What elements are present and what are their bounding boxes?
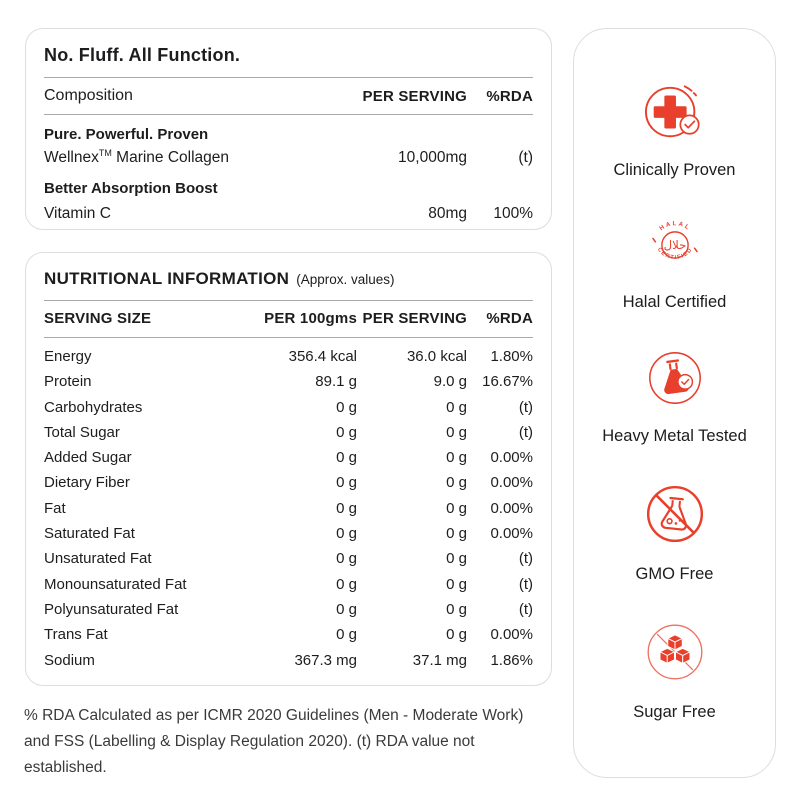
per-serving-value: 9.0 g	[433, 373, 467, 391]
table-row	[44, 496, 533, 521]
table-row	[44, 344, 533, 369]
no-gmo-flask-icon	[642, 481, 708, 547]
rda-value: 0.00%	[490, 499, 533, 517]
badge-label: Clinically Proven	[613, 161, 736, 180]
rda-value: 1.80%	[490, 348, 533, 365]
per-serving-value: 80mg	[428, 205, 467, 222]
column-header-serving-size: SERVING SIZE	[44, 310, 152, 327]
nutrition-table-header	[44, 301, 533, 337]
nutrient-name: Added Sugar	[44, 449, 132, 467]
halal-seal-icon	[645, 215, 705, 275]
composition-card-title: No. Fluff. All Function.	[44, 45, 241, 65]
rda-value: 0.00%	[490, 626, 533, 644]
rda-value: (t)	[518, 575, 533, 593]
table-row	[44, 648, 533, 673]
per-serving-value: 0 g	[446, 423, 467, 441]
table-row	[44, 420, 533, 445]
nutrition-card-subtitle: (Approx. values)	[296, 272, 395, 287]
divider	[44, 114, 533, 115]
composition-table-header	[44, 78, 533, 114]
table-row	[44, 470, 533, 495]
composition-card	[25, 28, 552, 230]
table-row	[44, 546, 533, 571]
nutrient-name: Trans Fat	[44, 626, 108, 644]
table-row	[44, 395, 533, 420]
rda-value: (t)	[518, 398, 533, 416]
per-100g-value: 0 g	[336, 550, 357, 568]
column-header-per-100g: PER 100gms	[264, 310, 357, 327]
per-100g-value: 89.1 g	[315, 373, 357, 391]
column-header-per-serving: PER SERVING	[362, 310, 467, 327]
table-row	[44, 622, 533, 647]
nutrition-card-titlebar	[44, 269, 533, 289]
rda-value: 0.00%	[490, 474, 533, 492]
table-row	[44, 572, 533, 597]
per-serving-value: 0 g	[446, 474, 467, 492]
per-100g-value: 0 g	[336, 499, 357, 517]
per-serving-value: 0 g	[446, 499, 467, 517]
flask-tested-check-icon	[644, 347, 706, 409]
rda-value: (t)	[518, 149, 533, 166]
nutrient-name: Total Sugar	[44, 423, 120, 441]
rda-value: 0.00%	[490, 525, 533, 543]
per-100g-value: 0 g	[336, 626, 357, 644]
nutrient-name: Fat	[44, 499, 66, 517]
column-header-rda: %RDA	[486, 310, 533, 327]
badge-heavy-metal-tested	[600, 347, 750, 449]
nutrient-name: Carbohydrates	[44, 398, 143, 416]
per-serving-value: 0 g	[446, 600, 467, 618]
per-serving-value: 37.1 mg	[412, 651, 467, 669]
table-row	[44, 369, 533, 394]
per-serving-value: 0 g	[446, 398, 467, 416]
nutrient-name: Dietary Fiber	[44, 474, 130, 492]
table-row	[44, 205, 533, 223]
divider	[44, 337, 533, 338]
group-heading: Pure. Powerful. Proven	[44, 126, 209, 143]
nutrient-name: Monounsaturated Fat	[44, 575, 187, 593]
nutrient-name: Polyunsaturated Fat	[44, 600, 179, 618]
badge-clinically-proven	[600, 81, 750, 183]
no-sugar-cubes-icon	[642, 619, 708, 685]
rda-value: 100%	[493, 205, 533, 222]
column-header-composition: Composition	[44, 87, 133, 104]
nutrient-name: Sodium	[44, 651, 95, 669]
badge-sugar-free	[600, 619, 750, 725]
per-serving-value: 0 g	[446, 626, 467, 644]
badge-label: Halal Certified	[622, 293, 727, 312]
rda-footnote: % RDA Calculated as per ICMR 2020 Guidelines (Men - Moderate Work) and FSS (Labelling & Display Regulation 2020). (t) RDA value not established.	[24, 707, 524, 776]
rda-value: (t)	[518, 423, 533, 441]
rda-value: 0.00%	[490, 449, 533, 467]
rda-value: 1.86%	[490, 651, 533, 669]
per-serving-value: 0 g	[446, 525, 467, 543]
per-serving-value: 0 g	[446, 575, 467, 593]
nutrition-card-title: NUTRITIONAL INFORMATION	[44, 269, 290, 288]
table-row	[44, 445, 533, 470]
medical-cross-check-icon	[642, 81, 708, 143]
rda-value: 16.67%	[482, 373, 533, 391]
per-100g-value: 0 g	[336, 525, 357, 543]
nutrition-card	[25, 252, 552, 686]
per-serving-value: 10,000mg	[398, 149, 467, 166]
table-row	[44, 149, 533, 167]
svg-text:CERTIFIED: CERTIFIED	[655, 246, 694, 262]
per-100g-value: 0 g	[336, 600, 357, 618]
nutrient-name: Protein	[44, 373, 92, 391]
svg-text:حلال: حلال	[663, 238, 686, 253]
svg-text:HALAL: HALAL	[657, 220, 692, 233]
badge-label: GMO Free	[635, 565, 714, 584]
per-100g-value: 0 g	[336, 398, 357, 416]
column-header-per-serving: PER SERVING	[362, 87, 467, 105]
per-100g-value: 0 g	[336, 474, 357, 492]
table-row	[44, 597, 533, 622]
ingredient-name: Wellnex™ Marine Collagen	[44, 147, 230, 166]
per-serving-value: 0 g	[446, 449, 467, 467]
column-header-rda: %RDA	[486, 87, 533, 105]
badge-gmo-free	[600, 481, 750, 587]
table-row	[44, 521, 533, 546]
per-serving-value: 0 g	[446, 550, 467, 568]
per-100g-value: 0 g	[336, 575, 357, 593]
badge-halal-certified	[600, 215, 750, 315]
per-100g-value: 356.4 kcal	[288, 348, 357, 365]
badge-label: Heavy Metal Tested	[602, 427, 747, 446]
badge-label: Sugar Free	[633, 703, 716, 721]
per-serving-value: 36.0 kcal	[406, 348, 467, 365]
nutrient-name: Unsaturated Fat	[44, 550, 152, 568]
nutrient-name: Energy	[44, 348, 92, 365]
rda-value: (t)	[518, 600, 533, 618]
nutrition-table-body	[44, 344, 533, 673]
nutrient-name: Saturated Fat	[44, 525, 135, 543]
per-100g-value: 0 g	[336, 449, 357, 467]
per-100g-value: 0 g	[336, 423, 357, 441]
per-100g-value: 367.3 mg	[294, 651, 357, 669]
certification-badges-panel	[573, 28, 776, 778]
ingredient-name: Vitamin C	[44, 205, 111, 222]
rda-value: (t)	[518, 550, 533, 568]
group-heading: Better Absorption Boost	[44, 180, 218, 197]
